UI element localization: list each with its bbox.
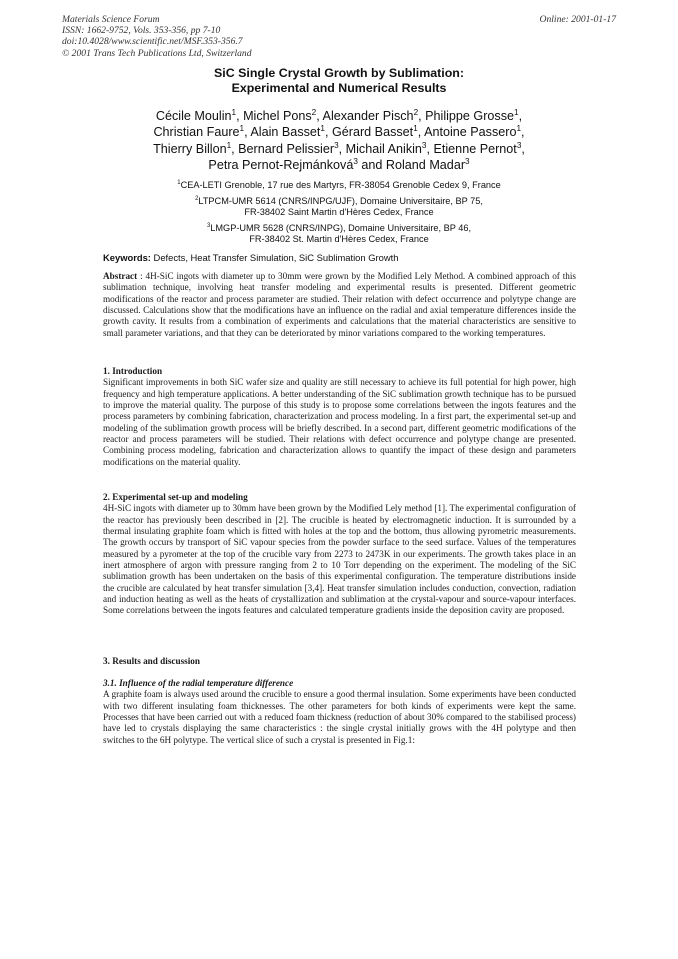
section-heading: 2. Experimental set-up and modeling	[103, 492, 248, 502]
copyright-line: © 2001 Trans Tech Publications Ltd, Switzerland	[62, 47, 252, 59]
section-heading: 3. Results and discussion	[103, 656, 201, 666]
online-date: Online: 2001-01-17	[539, 14, 616, 25]
affiliation: $^1$CEA-LETI Grenoble, 17 rue des Martyrs, FR-38054 Grenoble Cedex 9, France	[177, 179, 501, 190]
affiliation: $^2$LTPCM-UMR 5614 (CNRS/INPG/UJF), Domaine Universitaire, BP 75, FR-38402 Saint Martin d'Hères Cedex, France	[195, 195, 483, 218]
keywords	[103, 252, 398, 263]
section-results	[103, 656, 576, 667]
author: Christian Faure$^1$,	[153, 124, 251, 140]
doi-link[interactable]: doi:10.4028/www.scientific.net/MSF.353-356.7	[62, 36, 243, 48]
author: Michail Anikin$^3$,	[345, 140, 434, 156]
section-introduction	[103, 366, 576, 468]
author: Thierry Billon$^1$,	[153, 140, 239, 156]
section-text: 4H-SiC ingots with diameter up to 30mm have been grown by the Modified Lely method [1]. The experimental configuration of the reactor has previously been described in [2]. The crucible is heated by electromagnetic induction. It is surrounded by a thermal insulating graphite foam which is fitted with holes at the top and the bottom, thus allowing pyrometric measurements. The growth occurs by transport of SiC vapour species from the powder surface to the seed surface. Values of the temperatures measured by a pyrometer at the top of the crucible vary from 2273 to 2473K in our experiments. The growth takes place in an inert atmosphere of argon with pressure ranging from 2 to 10 Torr depending on the experiment. The modeling of the SiC sublimation growth has been undertaken on the basis of this experimental configuration. The temperature distributions inside the crucible are calculated by heat transfer simulation [3,4]. Heat transfer simulation includes conduction, convection, radiation and induction heating as well as the heats of crystallization and sublimation at the crystal-vapour and source-vapour interfaces. Some correlations between the ingots features and calculated temperature gradients inside the deposition cavity are proposed.	[103, 503, 576, 616]
paper-title	[0, 66, 678, 96]
section-experimental-setup	[103, 492, 576, 617]
author: Gérard Basset$^1$,	[331, 124, 425, 140]
section-text: Significant improvements in both SiC wafer size and quality are still necessary to achieve its full potential for high power, high frequency and high temperature applications. A better understanding of the SiC sublimation growth technique has to be pursued to improve the material quality. The purpose of this study is to propose some correlations between the ingots features and the process parameters by combining fabrication, characterization and process modeling. In a first part, the experimental set-up and modeling of the sublimation growth process will be briefly described. In a second part, different geometric modifications of the reactor and process parameters will be studied. Their relations with defect occurrence and polytype change are presented. Combining process modeling, fabrication and characterization allows to quantify the impact of these design and parameters modifications on the material quality.	[103, 377, 576, 467]
author: Bernard Pelissier$^3$,	[238, 140, 346, 156]
abstract	[103, 271, 576, 339]
author: Philippe Grosse$^1$,	[425, 107, 523, 123]
author: Roland Madar$^3$	[385, 157, 470, 173]
author: Antoine Passero$^1$,	[424, 124, 525, 140]
author-list	[90, 108, 588, 174]
journal-header	[62, 14, 252, 59]
affiliation: $^3$LMGP-UMR 5628 (CNRS/INPG), Domaine Universitaire, BP 46, FR-38402 St. Martin d'Hères Cedex, France	[206, 222, 472, 245]
issn-line: ISSN: 1662-9752, Vols. 353-356, pp 7-10	[62, 25, 221, 37]
author: Etienne Pernot$^3$,	[433, 140, 525, 156]
subsection-radial-temperature	[103, 678, 576, 746]
keywords-label: Keywords:	[103, 252, 151, 263]
author: Michel Pons$^2$,	[243, 107, 323, 123]
title-line-1: SiC Single Crystal Growth by Sublimation:	[214, 66, 464, 80]
author: Alain Basset$^1$,	[250, 124, 332, 140]
author: Cécile Moulin$^1$,	[155, 107, 244, 123]
title-line-2: Experimental and Numerical Results	[231, 81, 447, 95]
abstract-label: Abstract	[103, 271, 138, 281]
journal-name: Materials Science Forum	[62, 14, 160, 25]
author: Alexander Pisch$^2$,	[322, 107, 426, 123]
section-text: A graphite foam is always used around the crucible to ensure a good thermal insulation. Some experiments have been conducted with two different insulating foam thicknesses. The other parameters for both kinds of experiments were kept the same. Processes that have been carried out with a reduced foam thickness (reduction of about 30% compared to the stabilised process) have led to crystals displaying the same characteristics : the single crystal initially grows with the 4H polytype and then switches to the 6H polytype. The vertical slice of such a crystal is presented in Fig.1:	[103, 689, 576, 745]
abstract-text: : 4H-SiC ingots with diameter up to 30mm were grown by the Modified Lely Method. A combined approach of this sublimation technique, involving heat transfer modeling and experimental results is presented. Different geometric modifications of the reactor and process parameter are studied. Their relation with defect occurrence and polytype change are discussed. Calculations show that the modifications have an influence on the radial and axial temperature differences inside the growth cavity. It results from a combination of experiments and calculations that the material characteristics are sensitive to small parameter variations, and that they can be deteriorated by minor variations compared to the working temperatures.	[103, 271, 577, 338]
section-heading: 1. Introduction	[103, 366, 163, 376]
author: Petra Pernot-Rejmánková$^3$ and	[208, 157, 386, 173]
subsection-heading: 3.1. Influence of the radial temperature difference	[103, 678, 294, 688]
affiliations	[100, 180, 578, 250]
keywords-text: Defects, Heat Transfer Simulation, SiC Sublimation Growth	[153, 252, 399, 263]
